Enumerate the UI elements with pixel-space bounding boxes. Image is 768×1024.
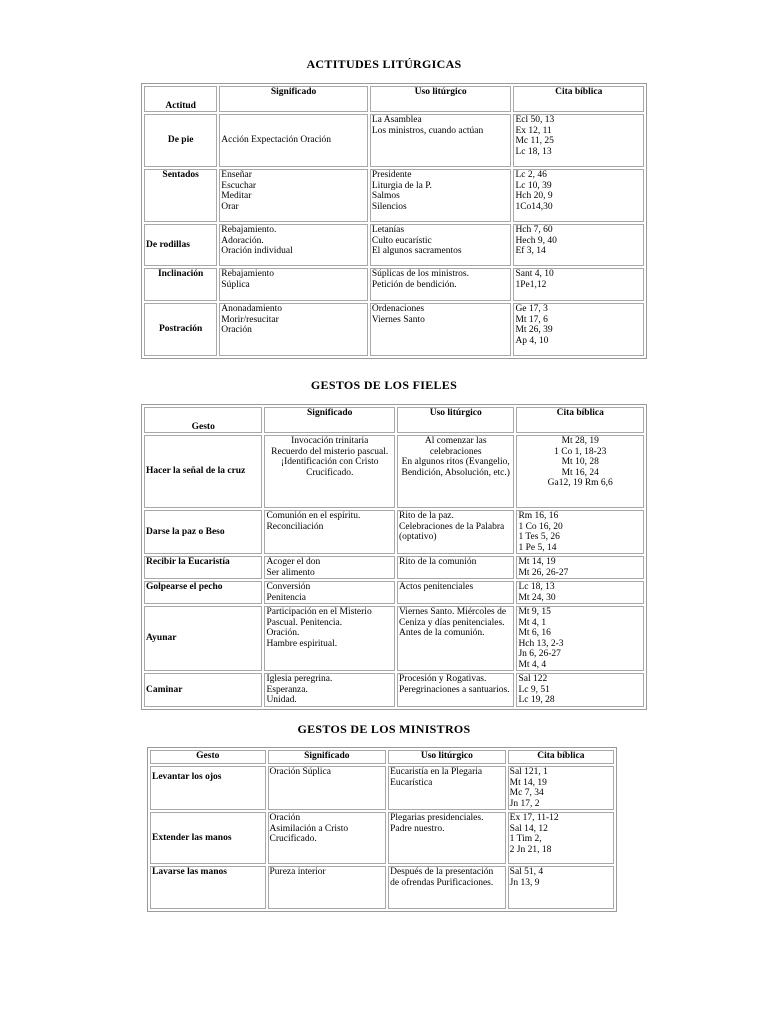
cell-significado: Acoger el don Ser alimento [264, 556, 395, 579]
table-row [144, 606, 644, 671]
row-label: Inclinación [144, 268, 217, 301]
cell-cita: Sal 51, 4 Jn 13, 9 [508, 866, 614, 909]
cell-uso: Eucaristía en la Plegaria Eucarística [388, 766, 506, 810]
header-cita-biblica: Cita bíblica [516, 407, 644, 433]
cell-significado: Anonadamiento Morir/resucitar Oración [219, 303, 368, 356]
header-significado: Significado [268, 750, 387, 764]
cell-significado: Invocación trinitaria Recuerdo del misterio pascual. ¡Identificación con Cristo Crucificado. [264, 435, 395, 508]
table-row [144, 556, 644, 579]
cell-cita: Sant 4, 10 1Pe1,12 [513, 268, 644, 301]
cell-cita: Ge 17, 3 Mt 17, 6 Mt 26, 39 Ap 4, 10 [513, 303, 644, 356]
cell-cita: Sal 121, 1 Mt 14, 19 Mc 7, 34 Jn 17, 2 [508, 766, 614, 810]
table-row [150, 866, 614, 909]
table-ministros [147, 747, 617, 912]
cell-uso: Ordenaciones Viernes Santo [370, 303, 512, 356]
cell-cita: Ecl 50, 13 Ex 12, 11 Mc 11, 25 Lc 18, 13 [513, 114, 644, 167]
cell-cita: Sal 122 Lc 9, 51 Lc 19, 28 [516, 673, 644, 707]
table-row [144, 224, 644, 266]
row-label: Golpearse el pecho [144, 581, 262, 604]
row-label: Caminar [144, 673, 262, 707]
row-label: Recibir la Eucaristía [144, 556, 262, 579]
cell-cita: Lc 2, 46 Lc 10, 39 Hch 20, 9 1Co14,30 [513, 169, 644, 222]
row-label: De pie [144, 114, 217, 167]
cell-uso: Al comenzar las celebraciones En algunos ritos (Evangelio, Bendición, Absolución, etc.) [397, 435, 514, 508]
row-label: Sentados [144, 169, 217, 222]
row-label: Hacer la señal de la cruz [144, 435, 262, 508]
cell-uso: Plegarias presidenciales. Padre nuestro. [388, 812, 506, 864]
cell-uso: Procesión y Rogativas. Peregrinaciones a santuarios. [397, 673, 514, 707]
cell-cita: Mt 28, 19 1 Co 1, 18-23 Mt 10, 28 Mt 16, 24 Ga12, 19 Rm 6,6 [516, 435, 644, 508]
table-row [144, 435, 644, 508]
section-title-actitudes: ACTITUDES LITÚRGICAS [306, 57, 462, 71]
cell-significado: Oración Súplica [268, 766, 387, 810]
cell-cita: Ex 17, 11-12 Sal 14, 12 1 Tim 2, 2 Jn 21, 18 [508, 812, 614, 864]
cell-uso: Viernes Santo. Miércoles de Ceniza y días penitenciales. Antes de la comunión. [397, 606, 514, 671]
cell-uso: Presidente Liturgia de la P. Salmos Silencios [370, 169, 512, 222]
row-label: Postración [144, 303, 217, 356]
header-significado: Significado [219, 86, 368, 112]
row-label: Levantar los ojos [150, 766, 266, 810]
table-row [144, 510, 644, 554]
section-title-fieles: GESTOS DE LOS FIELES [310, 378, 458, 392]
header-gesto: Gesto [144, 407, 262, 433]
cell-uso: Letanías Culto eucarístic El algunos sacramentos [370, 224, 512, 266]
section-title-ministros: GESTOS DE LOS MINISTROS [297, 722, 471, 736]
cell-significado: Iglesia peregrina. Esperanza. Unidad. [264, 673, 395, 707]
cell-uso: Después de la presentación de ofrendas Purificaciones. [388, 866, 506, 909]
cell-significado: Comunión en el espíritu. Reconciliación [264, 510, 395, 554]
cell-cita: Lc 18, 13 Mt 24, 30 [516, 581, 644, 604]
header-gesto: Gesto [150, 750, 266, 764]
cell-uso: Rito de la paz. Celebraciones de la Palabra (optativo) [397, 510, 514, 554]
table-fieles [141, 404, 647, 710]
table-header-row [144, 86, 644, 112]
table-row [150, 766, 614, 810]
row-label: Lavarse las manos [150, 866, 266, 909]
cell-significado: Pureza interior [268, 866, 387, 909]
cell-significado: Oración Asimilación a Cristo Crucificado. [268, 812, 387, 864]
header-cita-biblica: Cita bíblica [513, 86, 644, 112]
cell-uso: Rito de la comunión [397, 556, 514, 579]
cell-cita: Rm 16, 16 1 Co 16, 20 1 Tes 5, 26 1 Pe 5, 14 [516, 510, 644, 554]
cell-significado: Rebajamiento Súplica [219, 268, 368, 301]
table-row [144, 114, 644, 167]
table-row [144, 303, 644, 356]
table-actitudes [141, 83, 647, 359]
table-row [150, 812, 614, 864]
table-header-row [150, 750, 614, 764]
row-label: Ayunar [144, 606, 262, 671]
header-cita-biblica: Cita bíblica [508, 750, 614, 764]
cell-uso: La Asamblea Los ministros, cuando actúan [370, 114, 512, 167]
cell-significado: Acción Expectación Oración [219, 114, 368, 167]
table-header-row [144, 407, 644, 433]
cell-significado: Conversión Penitencia [264, 581, 395, 604]
row-label: Darse la paz o Beso [144, 510, 262, 554]
cell-uso: Súplicas de los ministros. Petición de bendición. [370, 268, 512, 301]
cell-significado: Rebajamiento. Adoración. Oración individual [219, 224, 368, 266]
cell-cita: Mt 9, 15 Mt 4, 1 Mt 6, 16 Hch 13, 2-3 Jn 6, 26-27 Mt 4, 4 [516, 606, 644, 671]
cell-uso: Actos penitenciales [397, 581, 514, 604]
header-uso-liturgico: Uso litúrgico [388, 750, 506, 764]
cell-cita: Mt 14, 19 Mt 26, 26-27 [516, 556, 644, 579]
row-label: De rodillas [144, 224, 217, 266]
header-significado: Significado [264, 407, 395, 433]
header-uso-liturgico: Uso litúrgico [370, 86, 512, 112]
table-row [144, 169, 644, 222]
cell-significado: Enseñar Escuchar Meditar Orar [219, 169, 368, 222]
cell-cita: Hch 7, 60 Hech 9, 40 Ef 3, 14 [513, 224, 644, 266]
table-row [144, 673, 644, 707]
header-uso-liturgico: Uso litúrgico [397, 407, 514, 433]
table-row [144, 268, 644, 301]
table-row [144, 581, 644, 604]
cell-significado: Participación en el Misterio Pascual. Penitencia. Oración. Hambre espiritual. [264, 606, 395, 671]
row-label: Extender las manos [150, 812, 266, 864]
header-actitud: Actitud [144, 86, 217, 112]
